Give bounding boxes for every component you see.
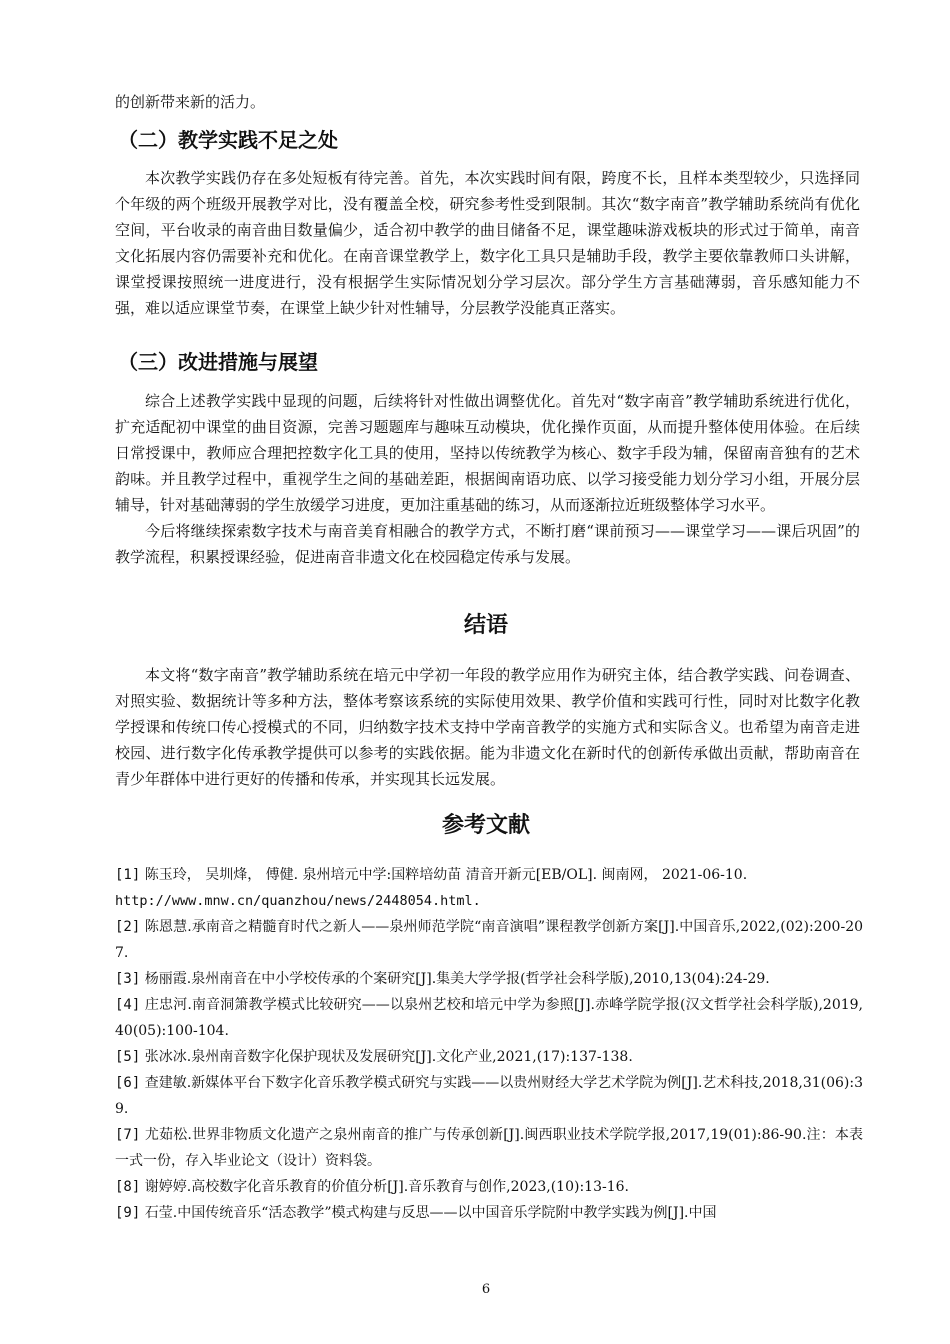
paragraph-shortcomings: 本次教学实践仍存在多处短板有待完善。首先，本次实践时间有限，跨度不长，且样本类型较少，只选择同个年级的两个班级开展教学对比，没有覆盖全校，研究参考性受到限制。其次“数字南音”教学辅助系统尚有优化空间，平台收录的南音曲目数量偏少，适合初中教学的曲目储备不足，课堂趣味游戏板块的形式过于简单，南音文化拓展内容仍需要补充和优化。在南音课堂教学上，数字化工具只是辅助手段，教学主要依靠教师口头讲解，课堂授课按照统一进度进行，没有根据学生实际情况划分学习层次。部分学生方言基础薄弱，音乐感知能力不强，难以适应课堂节奏，在课堂上缺少针对性辅导，分层教学没能真正落实。: [115, 169, 860, 317]
reference-number: [6]: [115, 1075, 141, 1091]
reference-number: [3]: [115, 971, 141, 987]
reference-text: 陈恩慧.承南音之精髓育时代之新人——泉州师范学院“南音演唱”课程教学创新方案[J].中国音乐,2022,(02):200-207.: [115, 919, 864, 961]
references-heading: 参考文献: [441, 813, 530, 838]
reference-url[interactable]: http://www.mnw.cn/quanzhou/news/2448054.html.: [115, 893, 481, 909]
reference-text: 查建敏.新媒体平台下数字化音乐教学模式研究与实践——以贵州财经大学艺术学院为例[J].艺术科技,2018,31(06):39.: [115, 1075, 863, 1117]
intro-continuation: 的创新带来新的活力。: [115, 93, 266, 111]
reference-text: 尤茹松.世界非物质文化遗产之泉州南音的推广与传承创新[J].闽西职业技术学院学报,2017,19(01):86-90.注：本表一式一份，存入毕业论文（设计）资料袋。: [115, 1127, 864, 1169]
reference-number: [1]: [115, 867, 141, 883]
reference-item: [115, 1044, 863, 1070]
reference-item: [115, 992, 863, 1044]
reference-item: [115, 914, 863, 966]
reference-text: 杨丽霞.泉州南音在中小学校传承的个案研究[J].集美大学学报(哲学社会科学版),2010,13(04):24-29.: [144, 971, 770, 987]
reference-item: [115, 1070, 863, 1122]
reference-text: 张冰冰.泉州南音数字化保护现状及发展研究[J].文化产业,2021,(17):137-138.: [144, 1049, 633, 1065]
reference-item: [115, 966, 863, 992]
reference-number: [2]: [115, 919, 141, 935]
section-heading-shortcomings: （二）教学实践不足之处: [118, 128, 338, 152]
reference-number: [5]: [115, 1049, 141, 1065]
page-number: 6: [481, 1282, 491, 1297]
reference-number: [9]: [115, 1205, 141, 1221]
reference-item: [115, 862, 863, 914]
reference-item: [115, 1200, 863, 1226]
paragraph-improvements-1: 综合上述教学实践中显现的问题，后续将针对性做出调整优化。首先对“数字南音”教学辅助系统进行优化，扩充适配初中课堂的曲目资源，完善习题题库与趣味互动模块，优化操作页面，从而提升整体使用体验。在后续日常授课中，教师应合理把控数字化工具的使用，坚持以传统教学为核心、数字手段为辅，保留南音独有的艺术韵味。并且教学过程中，重视学生之间的基础差距，根据闽南语功底、以学习接受能力划分学习小组，开展分层辅导，针对基础薄弱的学生放缓学习进度，更加注重基础的练习，从而逐渐拉近班级整体学习水平。: [115, 392, 860, 514]
reference-item: [115, 1174, 863, 1200]
paragraph-conclusion: 本文将“数字南音”教学辅助系统在培元中学初一年段的教学应用作为研究主体，结合教学实践、问卷调查、对照实验、数据统计等多种方法，整体考察该系统的实际使用效果、教学价值和实践可行性，同时对比数字化教学授课和传统口传心授模式的不同，归纳数字技术支持中学南音教学的实施方式和实际含义。也希望为南音走进校园、进行数字化传承教学提供可以参考的实践依据。能为非遗文化在新时代的创新传承做出贡献，帮助南音在青少年群体中进行更好的传播和传承，并实现其长远发展。: [115, 666, 860, 788]
section-heading-improvements: （三）改进措施与展望: [118, 350, 318, 374]
reference-number: [7]: [115, 1127, 141, 1143]
reference-text: 石莹.中国传统音乐“活态教学”模式构建与反思——以中国音乐学院附中教学实践为例[J].中国: [144, 1205, 717, 1221]
reference-item: [115, 1122, 863, 1174]
section-body-improvements: [115, 388, 860, 570]
reference-number: [8]: [115, 1179, 141, 1195]
conclusion-heading: 结语: [463, 613, 508, 638]
conclusion-body: [115, 662, 860, 792]
reference-text: 谢婷婷.高校数字化音乐教育的价值分析[J].音乐教育与创作,2023,(10):13-16.: [144, 1179, 629, 1195]
reference-text: 陈玉玲， 吴圳烽， 傅健. 泉州培元中学:国粹培幼苗 清音开新元[EB/OL]. 闽南网， 2021-06-10.: [144, 867, 748, 883]
reference-list: [115, 862, 863, 1226]
paragraph-improvements-2: 今后将继续探索数字技术与南音美育相融合的教学方式，不断打磨“课前预习——课堂学习——课后巩固”的教学流程，积累授课经验，促进南音非遗文化在校园稳定传承与发展。: [115, 522, 860, 566]
reference-text: 庄忠河.南音洞箫教学模式比较研究——以泉州艺校和培元中学为参照[J].赤峰学院学报(汉文哲学社会科学版),2019,40(05):100-104.: [115, 997, 863, 1039]
section-body-shortcomings: [115, 165, 860, 321]
reference-number: [4]: [115, 997, 141, 1013]
